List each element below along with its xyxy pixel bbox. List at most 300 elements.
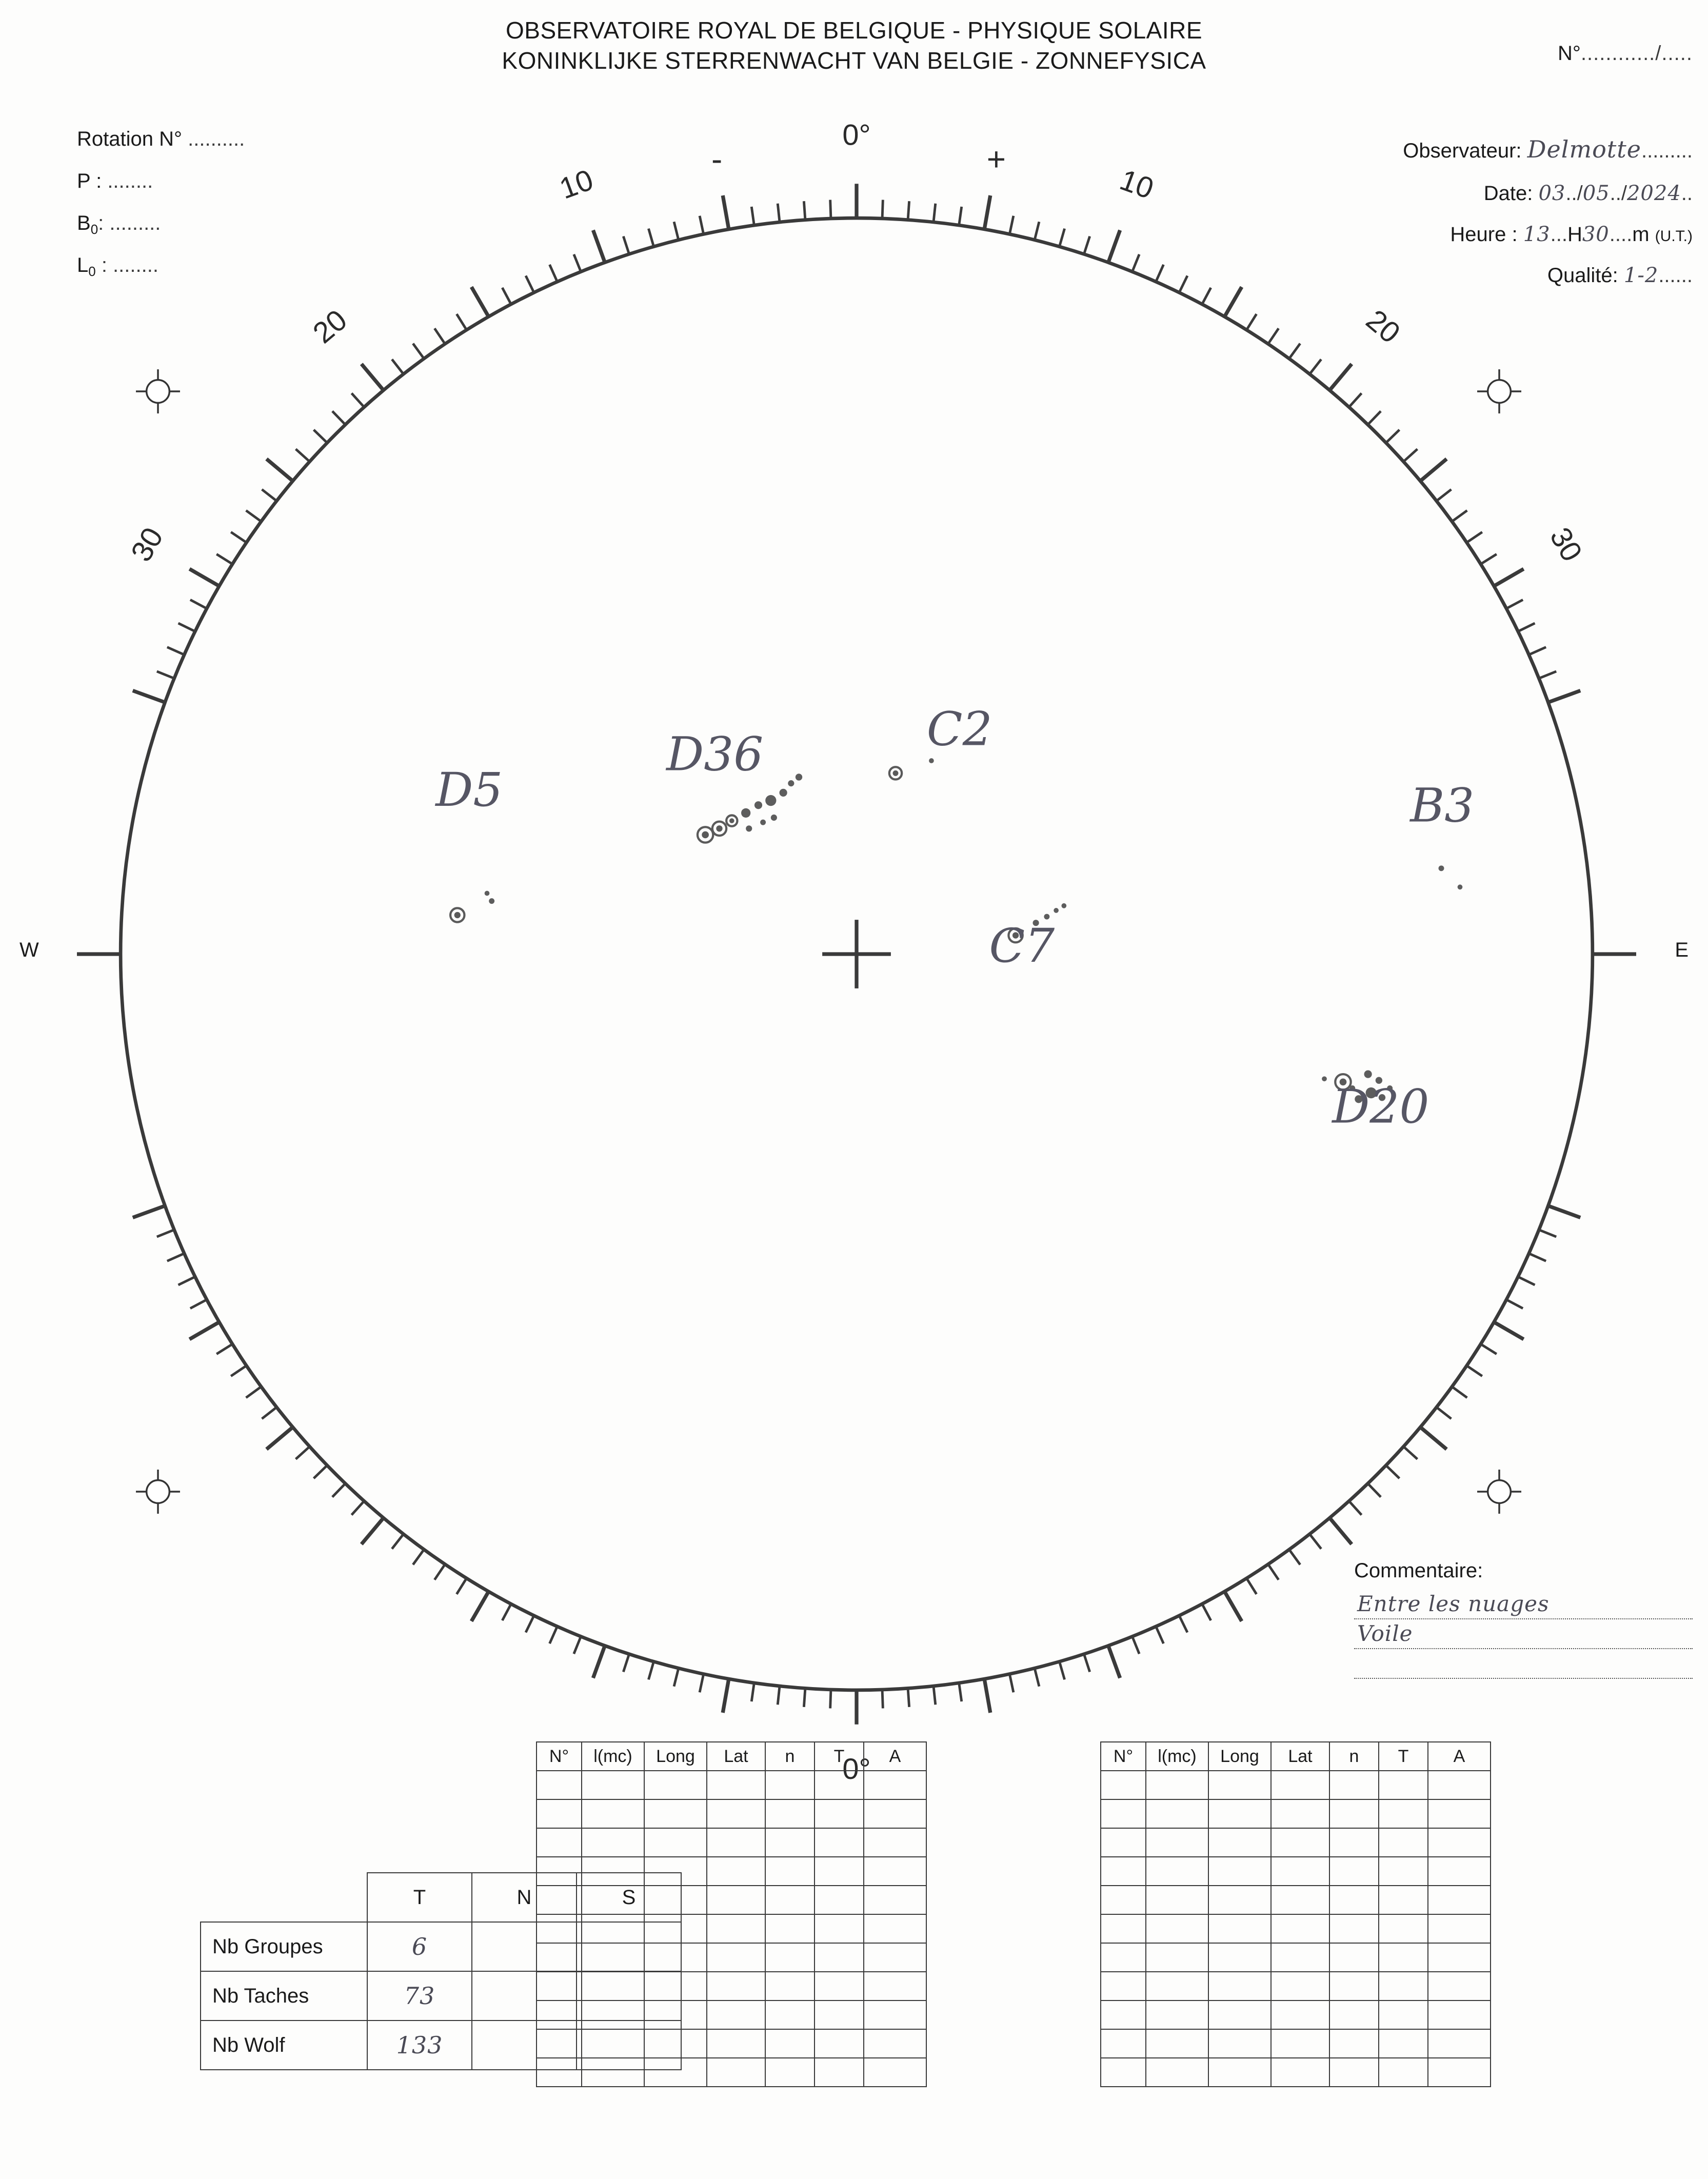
- summary-value-n[interactable]: [472, 1971, 577, 2020]
- summary-value-t[interactable]: [367, 1922, 472, 1971]
- table-cell[interactable]: [1329, 2000, 1379, 2029]
- table-cell[interactable]: [1146, 1943, 1208, 1972]
- table-cell[interactable]: [765, 1828, 815, 1857]
- summary-row-label: Nb Taches: [201, 1971, 367, 2020]
- graduation-tick: [830, 1690, 831, 1708]
- table-row[interactable]: [1101, 2029, 1491, 2058]
- table-cell[interactable]: [707, 1943, 765, 1972]
- table-cell[interactable]: [1208, 1828, 1271, 1857]
- table-cell[interactable]: [864, 2000, 926, 2029]
- summary-value-n[interactable]: [472, 2020, 577, 2070]
- table-cell[interactable]: [1146, 1799, 1208, 1828]
- sunspot-dot: [489, 898, 494, 904]
- l0-value: : ........: [95, 254, 158, 276]
- table-cell[interactable]: [864, 1828, 926, 1857]
- table-cell[interactable]: [1208, 2058, 1271, 2087]
- table-cell[interactable]: [765, 1886, 815, 1914]
- table-cell[interactable]: [1101, 1914, 1146, 1943]
- graduation-tick: [751, 207, 754, 225]
- table-cell[interactable]: [644, 1799, 707, 1828]
- table-cell[interactable]: [765, 1914, 815, 1943]
- graduation-tick: [1403, 1447, 1417, 1459]
- table-row[interactable]: [1101, 1799, 1491, 1828]
- graduation-tick: [434, 1564, 445, 1580]
- graduation-tick: [216, 554, 232, 564]
- graduation-tick: [1467, 532, 1482, 542]
- commentaire-value-1: Entre les nuages: [1357, 1591, 1550, 1616]
- graduation-tick: [1548, 690, 1580, 702]
- table-cell[interactable]: [1329, 1943, 1379, 1972]
- table-cell[interactable]: [1428, 1943, 1491, 1972]
- table-cell[interactable]: [1329, 2029, 1379, 2058]
- table-cell[interactable]: [707, 2058, 765, 2087]
- hour-row: Heure : 13...H30....m (U.T.): [1450, 223, 1693, 246]
- column-header: Lat: [1271, 1742, 1329, 1771]
- sunspot-umbra: [893, 770, 899, 776]
- graduation-tick: [1518, 623, 1535, 631]
- table-cell[interactable]: [815, 2058, 864, 2087]
- table-cell[interactable]: [1379, 1914, 1428, 1943]
- sunspot-umbra: [716, 825, 722, 831]
- date-sep-2: ../: [1610, 182, 1627, 205]
- summary-value-n[interactable]: [472, 1922, 577, 1971]
- date-year: 2024: [1626, 182, 1681, 205]
- table-row[interactable]: [1101, 1943, 1491, 1972]
- table-cell[interactable]: [1428, 1972, 1491, 2000]
- table-cell[interactable]: [707, 1857, 765, 1886]
- observer-dots: .........: [1641, 140, 1693, 162]
- group-label: B3: [1410, 778, 1475, 833]
- graduation-tick: [959, 207, 962, 225]
- graduation-tick: [351, 393, 364, 407]
- graduation-tick: [456, 314, 466, 330]
- commentaire-line-1[interactable]: [1354, 1590, 1693, 1619]
- graduation-tick: [456, 1578, 466, 1594]
- graduation-tick: [778, 1686, 780, 1705]
- sunspot-umbra: [702, 831, 709, 839]
- table-cell[interactable]: [1329, 1799, 1379, 1828]
- graduation-tick: [574, 1636, 581, 1654]
- table-cell[interactable]: [765, 1771, 815, 1799]
- sunspot-umbra: [729, 818, 734, 823]
- table-cell[interactable]: [1101, 1771, 1146, 1799]
- table-row[interactable]: [1101, 1771, 1491, 1799]
- column-header: A: [1428, 1742, 1491, 1771]
- commentaire-line-3[interactable]: [1354, 1649, 1693, 1679]
- table-cell[interactable]: [1271, 2029, 1329, 2058]
- graduation-tick: [1452, 1386, 1467, 1397]
- summary-value-s[interactable]: [577, 1971, 681, 2020]
- graduation-tick: [1539, 1230, 1556, 1237]
- table-cell[interactable]: [1329, 1771, 1379, 1799]
- table-row[interactable]: [1101, 2058, 1491, 2087]
- graduation-tick: [984, 1679, 990, 1713]
- table-cell[interactable]: [1379, 2058, 1428, 2087]
- table-cell[interactable]: [1329, 1914, 1379, 1943]
- observer-value: Delmotte: [1527, 135, 1641, 163]
- graduation-tick: [1309, 360, 1321, 374]
- table-cell[interactable]: [1379, 1828, 1428, 1857]
- table-cell[interactable]: [1146, 1828, 1208, 1857]
- table-cell[interactable]: [1146, 1914, 1208, 1943]
- table-cell[interactable]: [1101, 1972, 1146, 2000]
- sunspot-dot: [771, 815, 777, 821]
- graduation-tick: [778, 204, 780, 222]
- graduation-label: 30: [1543, 522, 1588, 567]
- table-cell[interactable]: [1379, 1857, 1428, 1886]
- table-cell[interactable]: [1101, 1857, 1146, 1886]
- graduation-tick: [246, 510, 262, 521]
- table-cell[interactable]: [864, 1857, 926, 1886]
- graduation-tick: [1289, 1550, 1300, 1565]
- table-cell[interactable]: [765, 1972, 815, 2000]
- summary-value-s[interactable]: [577, 2020, 681, 2070]
- axis-label-east: E: [1675, 939, 1689, 961]
- graduation-tick: [296, 1447, 310, 1459]
- table-row[interactable]: [1101, 1857, 1491, 1886]
- graduation-tick: [314, 430, 327, 443]
- graduation-tick: [1179, 276, 1187, 293]
- table-cell[interactable]: [1379, 1771, 1428, 1799]
- graduation-tick: [934, 1686, 936, 1705]
- graduation-tick: [959, 1683, 962, 1701]
- sunspot-dot: [746, 825, 752, 831]
- graduation-tick: [332, 1483, 345, 1497]
- date-label: Date:: [1483, 182, 1533, 205]
- hour-h: H: [1567, 223, 1582, 246]
- sheet-number-dots-1: ............/: [1580, 42, 1662, 65]
- table-cell[interactable]: [765, 1799, 815, 1828]
- group-label: C7: [989, 918, 1055, 974]
- date-dots: ..: [1681, 182, 1693, 205]
- summary-corner-cell: [201, 1873, 367, 1922]
- table-cell[interactable]: [1271, 2000, 1329, 2029]
- graduation-tick: [1329, 1518, 1352, 1544]
- table-cell[interactable]: [1428, 1799, 1491, 1828]
- summary-column-header: N: [472, 1873, 577, 1922]
- graduation-tick: [216, 1344, 232, 1354]
- column-header: Long: [1208, 1742, 1271, 1771]
- table-cell[interactable]: [864, 1914, 926, 1943]
- table-cell[interactable]: [1146, 2029, 1208, 2058]
- table-cell[interactable]: [1379, 1943, 1428, 1972]
- table-row[interactable]: [1101, 1828, 1491, 1857]
- measure-table-right[interactable]: [1100, 1741, 1491, 2087]
- table-cell[interactable]: [765, 2058, 815, 2087]
- sunspot-dot: [485, 891, 490, 896]
- table-row[interactable]: [537, 1828, 926, 1857]
- table-cell[interactable]: [1208, 2029, 1271, 2058]
- table-cell[interactable]: [1271, 1799, 1329, 1828]
- table-cell[interactable]: [1271, 1943, 1329, 1972]
- graduation-tick: [502, 1604, 511, 1620]
- table-cell[interactable]: [1208, 1857, 1271, 1886]
- date-day: 03: [1538, 182, 1566, 205]
- graduation-tick: [593, 1646, 605, 1678]
- table-cell[interactable]: [765, 1943, 815, 1972]
- table-cell[interactable]: [1329, 1857, 1379, 1886]
- summary-value-s[interactable]: [577, 1922, 681, 1971]
- table-header-row: [1101, 1742, 1491, 1771]
- table-cell[interactable]: [815, 1771, 864, 1799]
- table-cell[interactable]: [1101, 2058, 1146, 2087]
- graduation-label: 30: [125, 522, 170, 567]
- table-cell[interactable]: [1146, 1886, 1208, 1914]
- graduation-tick: [1156, 1627, 1164, 1643]
- graduation-tick: [1467, 1365, 1482, 1376]
- sunspot-umbra: [454, 912, 461, 918]
- graduation-tick: [1368, 1483, 1381, 1497]
- graduation-label: 0°: [842, 118, 871, 152]
- table-cell[interactable]: [1428, 1771, 1491, 1799]
- table-cell[interactable]: [537, 1771, 582, 1799]
- commentaire-value-2: Voile: [1357, 1621, 1413, 1646]
- table-cell[interactable]: [1271, 1857, 1329, 1886]
- table-cell[interactable]: [537, 1799, 582, 1828]
- graduation-tick: [178, 623, 195, 631]
- table-cell[interactable]: [864, 1799, 926, 1828]
- table-cell[interactable]: [707, 1828, 765, 1857]
- registration-mark-top-right: [1477, 369, 1521, 413]
- graduation-tick: [167, 1254, 184, 1261]
- graduation-tick: [723, 1679, 729, 1713]
- table-cell[interactable]: [1101, 1799, 1146, 1828]
- table-cell[interactable]: [644, 1771, 707, 1799]
- table-cell[interactable]: [765, 1857, 815, 1886]
- graduation-tick: [392, 360, 403, 374]
- graduation-tick: [648, 1661, 653, 1679]
- graduation-tick: [1529, 1254, 1546, 1261]
- table-cell[interactable]: [1146, 1972, 1208, 2000]
- graduation-tick: [751, 1683, 754, 1701]
- column-header: l(mc): [1146, 1742, 1208, 1771]
- sunspot-dot: [780, 789, 787, 797]
- graduation-tick: [167, 647, 184, 655]
- table-cell[interactable]: [815, 1828, 864, 1857]
- table-cell[interactable]: [1379, 1799, 1428, 1828]
- table-cell[interactable]: [1208, 1771, 1271, 1799]
- graduation-tick: [133, 1206, 165, 1218]
- column-header: A: [864, 1742, 926, 1771]
- table-header-row: [537, 1742, 926, 1771]
- table-cell[interactable]: [1428, 2058, 1491, 2087]
- column-header: Lat: [707, 1742, 765, 1771]
- table-cell[interactable]: [1146, 2058, 1208, 2087]
- table-cell[interactable]: [1146, 1857, 1208, 1886]
- table-cell[interactable]: [1428, 1886, 1491, 1914]
- graduation-tick: [267, 459, 293, 481]
- table-cell[interactable]: [1428, 2029, 1491, 2058]
- table-cell[interactable]: [1271, 1771, 1329, 1799]
- table-cell[interactable]: [1428, 2000, 1491, 2029]
- table-cell[interactable]: [1208, 1943, 1271, 1972]
- table-cell[interactable]: [1329, 2058, 1379, 2087]
- graduation-tick: [1548, 1206, 1580, 1218]
- table-cell[interactable]: [644, 1828, 707, 1857]
- graduation-tick: [434, 328, 445, 344]
- table-cell[interactable]: [1329, 1972, 1379, 2000]
- table-cell[interactable]: [1208, 1886, 1271, 1914]
- table-cell[interactable]: [864, 1771, 926, 1799]
- graduation-tick: [526, 1616, 534, 1633]
- table-cell[interactable]: [1379, 1886, 1428, 1914]
- table-row[interactable]: [537, 1771, 926, 1799]
- table-row[interactable]: [1101, 1914, 1491, 1943]
- table-cell[interactable]: [1379, 1972, 1428, 2000]
- summary-value-t[interactable]: [367, 1971, 472, 2020]
- table-cell[interactable]: [815, 1943, 864, 1972]
- table-cell[interactable]: [582, 1799, 644, 1828]
- table-cell[interactable]: [815, 2029, 864, 2058]
- table-cell[interactable]: [1101, 1886, 1146, 1914]
- graduation-tick: [550, 265, 558, 282]
- table-cell[interactable]: [707, 2029, 765, 2058]
- graduation-tick: [332, 411, 345, 425]
- table-cell[interactable]: [1379, 2029, 1428, 2058]
- graduation-tick: [178, 1277, 195, 1285]
- table-cell[interactable]: [537, 1828, 582, 1857]
- table-cell[interactable]: [1101, 2029, 1146, 2058]
- table-cell[interactable]: [1208, 1972, 1271, 2000]
- table-cell[interactable]: [864, 1886, 926, 1914]
- table-row[interactable]: [1101, 1972, 1491, 2000]
- minute-value: 30: [1582, 223, 1610, 246]
- table-cell[interactable]: [1271, 1914, 1329, 1943]
- rotation-label: Rotation N°: [77, 128, 182, 150]
- table-cell[interactable]: [707, 1771, 765, 1799]
- table-cell[interactable]: [1208, 1914, 1271, 1943]
- table-cell[interactable]: [1101, 1828, 1146, 1857]
- table-cell[interactable]: [1379, 2000, 1428, 2029]
- summary-value-handwritten: 133: [396, 2031, 443, 2059]
- graduation-tick: [1202, 288, 1211, 304]
- graduation-tick: [1349, 1501, 1361, 1515]
- table-cell[interactable]: [1428, 1914, 1491, 1943]
- graduation-tick: [1224, 287, 1241, 316]
- sunspot-dot: [754, 801, 762, 809]
- graduation-tick: [934, 204, 936, 222]
- table-row[interactable]: [1101, 2000, 1491, 2029]
- summary-value-t[interactable]: [367, 2020, 472, 2070]
- graduation-tick: [296, 449, 310, 461]
- table-cell[interactable]: [1271, 1972, 1329, 2000]
- graduation-tick: [189, 1322, 219, 1339]
- graduation-tick: [190, 1300, 207, 1309]
- table-cell[interactable]: [582, 1828, 644, 1857]
- table-cell[interactable]: [1271, 1886, 1329, 1914]
- graduation-tick: [1009, 216, 1014, 234]
- graduation-tick: [246, 1386, 262, 1397]
- graduation-tick: [804, 1688, 805, 1707]
- table-cell[interactable]: [815, 1886, 864, 1914]
- sunspot-dot: [1061, 903, 1066, 908]
- table-cell[interactable]: [1208, 1799, 1271, 1828]
- table-cell[interactable]: [1428, 1828, 1491, 1857]
- graduation-tick: [157, 1230, 174, 1237]
- graduation-tick: [1368, 411, 1381, 425]
- registration-mark-top-left: [136, 369, 180, 413]
- b0-sub: 0: [90, 222, 98, 237]
- commentaire-label: Commentaire:: [1354, 1559, 1483, 1582]
- table-cell[interactable]: [815, 1799, 864, 1828]
- table-cell[interactable]: [864, 2029, 926, 2058]
- table-row[interactable]: [1101, 1886, 1491, 1914]
- table-cell[interactable]: [765, 2029, 815, 2058]
- b0-value: : .........: [98, 212, 161, 234]
- table-cell[interactable]: [1329, 1886, 1379, 1914]
- table-cell[interactable]: [864, 1972, 926, 2000]
- graduation-tick: [1494, 569, 1524, 586]
- graduation-tick: [1386, 430, 1399, 443]
- table-cell[interactable]: [1271, 2058, 1329, 2087]
- table-cell[interactable]: [1101, 1943, 1146, 1972]
- graduation-tick: [1246, 314, 1256, 330]
- table-cell[interactable]: [815, 1914, 864, 1943]
- table-row[interactable]: [537, 1799, 926, 1828]
- quality-value: 1-2: [1623, 264, 1659, 287]
- table-cell[interactable]: [864, 1943, 926, 1972]
- sunspot-dot: [741, 808, 750, 818]
- graduation-tick: [190, 600, 207, 608]
- sheet-number-label: N°: [1558, 42, 1581, 65]
- graduation-tick: [262, 1407, 277, 1418]
- graduation-tick: [882, 1690, 883, 1708]
- registration-mark-bottom-left: [136, 1470, 180, 1514]
- column-header: n: [765, 1742, 815, 1771]
- graduation-tick: [882, 200, 883, 219]
- table-cell[interactable]: [815, 1972, 864, 2000]
- graduation-tick: [1481, 554, 1497, 564]
- table-cell[interactable]: [707, 1886, 765, 1914]
- graduation-tick: [700, 1674, 704, 1693]
- date-sep-1: ../: [1565, 182, 1583, 205]
- table-cell[interactable]: [1271, 1828, 1329, 1857]
- table-cell[interactable]: [582, 1771, 644, 1799]
- graduation-tick: [189, 569, 219, 586]
- table-cell[interactable]: [1101, 2000, 1146, 2029]
- commentaire-line-2[interactable]: [1354, 1619, 1693, 1649]
- graduation-tick: [1035, 222, 1039, 240]
- page-title: [0, 15, 1708, 76]
- table-cell[interactable]: [707, 2000, 765, 2029]
- column-header: N°: [1101, 1742, 1146, 1771]
- graduation-tick: [314, 1465, 327, 1478]
- title-line-nl: KONINKLIJKE STERRENWACHT VAN BELGIE - ZONNEFYSICA: [502, 47, 1206, 74]
- table-cell[interactable]: [1208, 2000, 1271, 2029]
- graduation-tick: [1268, 328, 1278, 344]
- table-cell[interactable]: [1146, 1771, 1208, 1799]
- table-cell[interactable]: [707, 1972, 765, 2000]
- sunspot-dot: [1364, 1070, 1372, 1078]
- l0-label: L: [77, 254, 89, 276]
- group-label: D5: [435, 762, 503, 818]
- graduation-tick: [1035, 1668, 1039, 1686]
- graduation-tick: [1108, 230, 1120, 263]
- table-cell[interactable]: [707, 1799, 765, 1828]
- table-cell[interactable]: [1329, 1828, 1379, 1857]
- date-month: 05: [1582, 182, 1610, 205]
- table-cell[interactable]: [1428, 1857, 1491, 1886]
- table-cell[interactable]: [815, 2000, 864, 2029]
- graduation-tick: [908, 1688, 909, 1707]
- table-cell[interactable]: [765, 2000, 815, 2029]
- table-cell[interactable]: [864, 2058, 926, 2087]
- table-cell[interactable]: [707, 1914, 765, 1943]
- table-cell[interactable]: [1146, 2000, 1208, 2029]
- table-cell[interactable]: [815, 1857, 864, 1886]
- graduation-tick: [1133, 1636, 1140, 1654]
- summary-table[interactable]: [200, 1872, 682, 2070]
